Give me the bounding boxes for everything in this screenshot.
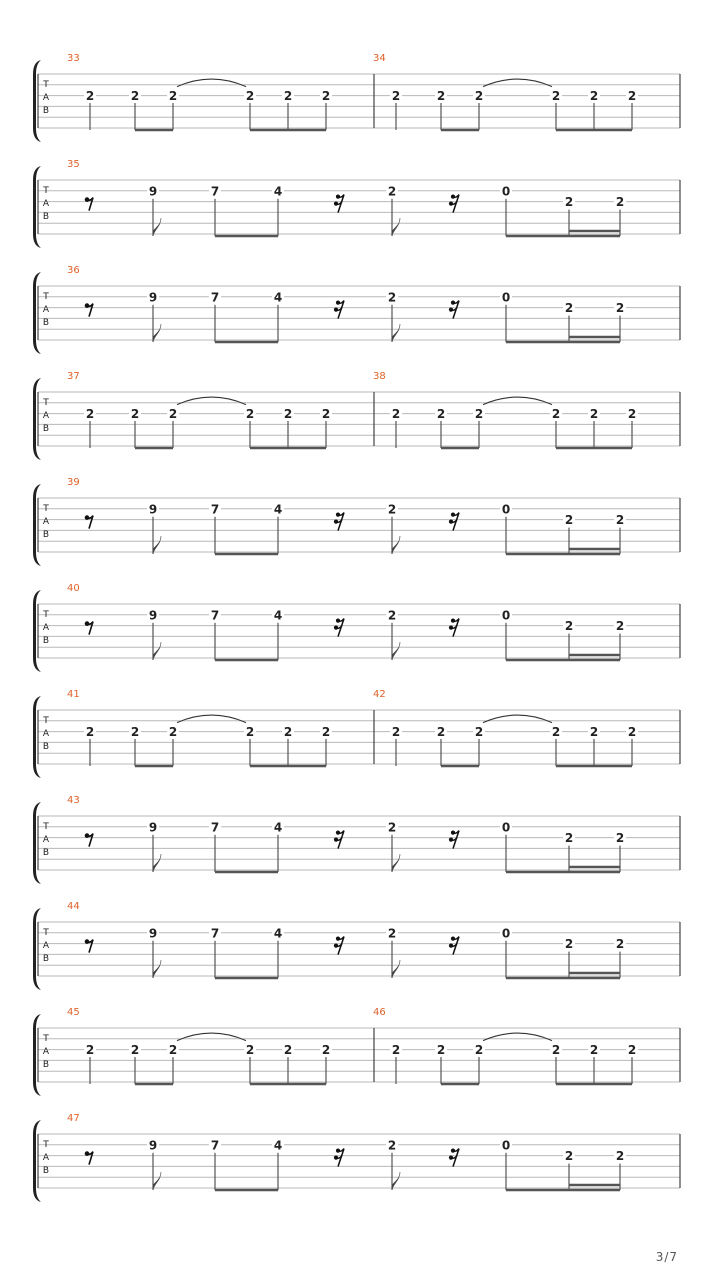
fret-number: 2 (589, 407, 599, 422)
tie-arc (177, 1033, 246, 1041)
eighth-rest (87, 622, 93, 635)
tab-clef-letter: A (42, 93, 50, 103)
fret-number: 2 (615, 513, 625, 528)
fret-number: 9 (148, 290, 158, 305)
note-flag (153, 960, 161, 978)
note-flag (392, 324, 400, 342)
fret-number: 2 (85, 1043, 95, 1058)
fret-number: 2 (474, 725, 484, 740)
tab-clef-letter: A (42, 411, 50, 421)
tab-system (33, 53, 680, 142)
note-flag (153, 218, 161, 236)
fret-number: 2 (615, 937, 625, 952)
tab-clef-letter: A (42, 623, 50, 633)
fret-number: 2 (85, 89, 95, 104)
measure-number: 33 (67, 53, 80, 64)
tab-clef-letter: T (43, 716, 49, 726)
fret-number: 2 (589, 89, 599, 104)
measure-number: 41 (67, 689, 80, 700)
system-brace (33, 908, 41, 990)
fret-number: 0 (501, 502, 511, 517)
fret-number: 2 (283, 725, 293, 740)
tab-clef-letter: B (42, 424, 50, 434)
fret-number: 2 (321, 407, 331, 422)
fret-number: 2 (391, 89, 401, 104)
fret-number: 2 (85, 725, 95, 740)
fret-number: 0 (501, 820, 511, 835)
note-flag (153, 536, 161, 554)
fret-number: 2 (564, 937, 574, 952)
measure-number: 43 (67, 795, 80, 806)
tab-clef-letter: A (42, 517, 50, 527)
fret-number: 7 (210, 502, 220, 517)
tab-system (33, 901, 680, 990)
note-flag (153, 324, 161, 342)
fret-number: 2 (283, 1043, 293, 1058)
fret-number: 0 (501, 608, 511, 623)
fret-number: 2 (130, 1043, 140, 1058)
tab-clef-letter: B (42, 106, 50, 116)
eighth-rest (87, 834, 93, 847)
fret-number: 4 (273, 926, 283, 941)
note-flag (392, 960, 400, 978)
fret-number: 2 (551, 1043, 561, 1058)
fret-number: 4 (273, 1138, 283, 1153)
system-brace (33, 802, 41, 884)
fret-number: 2 (391, 1043, 401, 1058)
fret-number: 2 (391, 407, 401, 422)
fret-number: 2 (615, 1149, 625, 1164)
fret-number: 7 (210, 820, 220, 835)
fret-number: 0 (501, 290, 511, 305)
measure-number: 46 (373, 1007, 386, 1018)
tab-clef-letter: T (43, 1140, 49, 1150)
fret-number: 2 (551, 407, 561, 422)
fret-number: 2 (168, 725, 178, 740)
tab-system (33, 1007, 680, 1096)
fret-number: 4 (273, 184, 283, 199)
fret-number: 4 (273, 502, 283, 517)
system-brace (33, 484, 41, 566)
system-brace (33, 1120, 41, 1202)
tab-clef-letter: T (43, 610, 49, 620)
fret-number: 2 (387, 820, 397, 835)
tab-clef-letter: B (42, 1060, 50, 1070)
fret-number: 2 (168, 1043, 178, 1058)
tab-clef-letter: B (42, 530, 50, 540)
fret-number: 2 (615, 619, 625, 634)
fret-number: 9 (148, 184, 158, 199)
note-flag (153, 1172, 161, 1190)
tab-clef-letter: B (42, 954, 50, 964)
system-brace (33, 696, 41, 778)
tab-clef-letter: B (42, 318, 50, 328)
fret-number: 2 (321, 1043, 331, 1058)
tab-clef-letter: T (43, 292, 49, 302)
tie-arc (483, 1033, 552, 1041)
fret-number: 2 (436, 89, 446, 104)
fret-number: 2 (130, 407, 140, 422)
fret-number: 7 (210, 608, 220, 623)
tab-clef-letter: B (42, 636, 50, 646)
eighth-rest (87, 198, 93, 211)
fret-number: 7 (210, 926, 220, 941)
fret-number: 7 (210, 290, 220, 305)
fret-number: 2 (245, 1043, 255, 1058)
measure-number: 45 (67, 1007, 80, 1018)
tab-system (33, 1113, 680, 1202)
page-number: 3/7 (655, 1250, 678, 1264)
fret-number: 2 (474, 1043, 484, 1058)
eighth-rest (87, 940, 93, 953)
fret-number: 2 (130, 89, 140, 104)
fret-number: 2 (321, 89, 331, 104)
fret-number: 2 (321, 725, 331, 740)
fret-number: 2 (387, 926, 397, 941)
note-flag (392, 218, 400, 236)
tab-clef-letter: A (42, 1047, 50, 1057)
measure-number: 37 (67, 371, 80, 382)
tab-clef-letter: T (43, 186, 49, 196)
system-brace (33, 590, 41, 672)
fret-number: 2 (615, 831, 625, 846)
fret-number: 9 (148, 820, 158, 835)
fret-number: 0 (501, 926, 511, 941)
note-flag (392, 642, 400, 660)
fret-number: 2 (474, 89, 484, 104)
fret-number: 2 (564, 513, 574, 528)
tab-clef-letter: B (42, 212, 50, 222)
fret-number: 7 (210, 1138, 220, 1153)
fret-number: 0 (501, 1138, 511, 1153)
fret-number: 2 (436, 407, 446, 422)
note-flag (392, 854, 400, 872)
tab-system (33, 371, 680, 460)
tab-clef-letter: A (42, 835, 50, 845)
fret-number: 7 (210, 184, 220, 199)
tab-clef-letter: T (43, 504, 49, 514)
system-brace (33, 378, 41, 460)
note-flag (392, 536, 400, 554)
fret-number: 2 (627, 407, 637, 422)
fret-number: 2 (168, 89, 178, 104)
fret-number: 2 (564, 619, 574, 634)
fret-number: 2 (627, 89, 637, 104)
measure-number: 34 (373, 53, 386, 64)
eighth-rest (87, 1152, 93, 1165)
system-brace (33, 166, 41, 248)
tie-arc (177, 79, 246, 87)
eighth-rest (87, 516, 93, 529)
note-flag (392, 1172, 400, 1190)
fret-number: 0 (501, 184, 511, 199)
tab-clef-letter: T (43, 822, 49, 832)
fret-number: 2 (615, 195, 625, 210)
fret-number: 2 (387, 184, 397, 199)
eighth-rest (87, 304, 93, 317)
tab-clef-letter: B (42, 1166, 50, 1176)
fret-number: 2 (130, 725, 140, 740)
measure-number: 38 (373, 371, 386, 382)
fret-number: 9 (148, 608, 158, 623)
fret-number: 4 (273, 608, 283, 623)
fret-number: 2 (627, 725, 637, 740)
fret-number: 2 (436, 1043, 446, 1058)
fret-number: 2 (564, 195, 574, 210)
fret-number: 2 (551, 725, 561, 740)
tie-arc (483, 715, 552, 723)
fret-number: 2 (387, 1138, 397, 1153)
tie-arc (483, 397, 552, 405)
measure-number: 35 (67, 159, 80, 170)
fret-number: 9 (148, 926, 158, 941)
fret-number: 2 (245, 89, 255, 104)
tab-clef-letter: A (42, 305, 50, 315)
fret-number: 2 (283, 407, 293, 422)
system-brace (33, 1014, 41, 1096)
fret-number: 2 (474, 407, 484, 422)
fret-number: 2 (387, 502, 397, 517)
tab-system (33, 265, 680, 354)
tab-system (33, 583, 680, 672)
fret-number: 2 (564, 301, 574, 316)
tab-system (33, 159, 680, 248)
tab-clef-letter: T (43, 928, 49, 938)
fret-number: 2 (589, 725, 599, 740)
fret-number: 4 (273, 820, 283, 835)
tie-arc (177, 715, 246, 723)
tab-clef-letter: B (42, 848, 50, 858)
tie-arc (483, 79, 552, 87)
measure-number: 42 (373, 689, 386, 700)
fret-number: 4 (273, 290, 283, 305)
fret-number: 2 (615, 301, 625, 316)
fret-number: 2 (391, 725, 401, 740)
tab-clef-letter: A (42, 941, 50, 951)
fret-number: 2 (168, 407, 178, 422)
fret-number: 2 (551, 89, 561, 104)
measure-number: 36 (67, 265, 80, 276)
fret-number: 2 (564, 831, 574, 846)
measure-number: 47 (67, 1113, 80, 1124)
tab-clef-letter: T (43, 1034, 49, 1044)
note-flag (153, 642, 161, 660)
fret-number: 2 (387, 608, 397, 623)
fret-number: 2 (283, 89, 293, 104)
tab-clef-letter: A (42, 1153, 50, 1163)
fret-number: 9 (148, 502, 158, 517)
tab-clef-letter: B (42, 742, 50, 752)
fret-number: 2 (387, 290, 397, 305)
fret-number: 2 (627, 1043, 637, 1058)
tab-system (33, 477, 680, 566)
fret-number: 2 (436, 725, 446, 740)
tab-system (33, 689, 680, 778)
fret-number: 2 (85, 407, 95, 422)
tab-clef-letter: A (42, 199, 50, 209)
measure-number: 39 (67, 477, 80, 488)
tab-system (33, 795, 680, 884)
fret-number: 2 (564, 1149, 574, 1164)
measure-number: 44 (67, 901, 80, 912)
fret-number: 2 (245, 725, 255, 740)
tab-clef-letter: T (43, 80, 49, 90)
fret-number: 2 (245, 407, 255, 422)
fret-number: 2 (589, 1043, 599, 1058)
note-flag (153, 854, 161, 872)
measure-number: 40 (67, 583, 80, 594)
system-brace (33, 272, 41, 354)
fret-number: 9 (148, 1138, 158, 1153)
system-brace (33, 60, 41, 142)
tab-clef-letter: T (43, 398, 49, 408)
tab-clef-letter: A (42, 729, 50, 739)
tie-arc (177, 397, 246, 405)
